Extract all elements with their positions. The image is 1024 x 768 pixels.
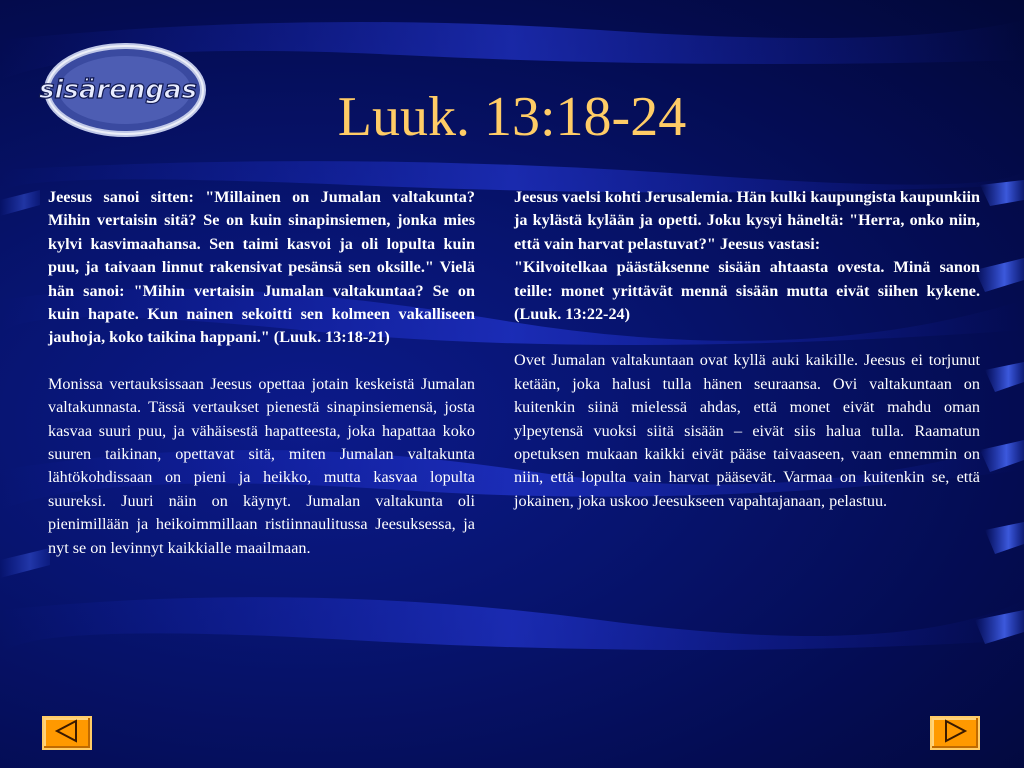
slide-title: Luuk. 13:18-24: [337, 86, 687, 148]
triangle-left-icon: [52, 718, 82, 744]
left-column: [48, 186, 475, 583]
scripture-quote: "Kilvoitelkaa päästäksenne sisään ahtaasta ovesta. Minä sanon teille: monet yrittävät mennä sisään mutta eivät siihen kykene. (Luuk. 13:22-24): [514, 258, 980, 324]
scripture-quote: Jeesus sanoi sitten: "Millainen on Jumalan valtakunta? Mihin vertaisin sitä? Se on kuin sinapinsiemen, jonka mies kylvi kasvimaahansa. Sen taimi kasvoi ja oli lopulta kuin puu, ja taivaan linnut rakensivat pesänsä sen oksille." Vielä hän sanoi: "Mihin vertaisin Jumalan valtakuntaa? Se on kuin hapate. Kun nainen sekoitti sen kolmeen vakalliseen jauhoja, koko taikina happani." (Luuk. 13:18-21): [48, 188, 475, 347]
triangle-right-icon: [940, 718, 970, 744]
right-column: [514, 186, 980, 536]
svg-text:sisärengas: sisärengas: [38, 75, 198, 105]
commentary-paragraph: Ovet Jumalan valtakuntaan ovat kyllä auki kaikille. Jeesus ei torjunut ketään, joka halusi tulla hänen seuraansa. Ovi valtakuntaan on kuitenkin siinä mielessä ahdas, että monet eivät mahdu oman ylpeytensä vuoksi siitä sisään – eivät siis halua tulla. Raamatun opetuksen mukaan kaikki eivät pääse taivaaseen, vaan ennemmin on niin, että lopulta vain harvat pääsevät. Varmaa on kuitenkin se, että jokainen, joka uskoo Jeesukseen vapahtajanaan, pelastuu.: [514, 351, 980, 510]
commentary-paragraph: Monissa vertauksissaan Jeesus opettaa jotain keskeistä Jumalan valtakunnasta. Tässä vertaukset pienestä sinapinsiemensä, josta kasvaa suuri puu, ja vähäisestä hapatteesta, joka hapattaa koko suuren taikinan, opettavat sitä, miten Jumalan valtakunta lähtökohdissaan on pieni ja heikko, mutta kasvaa lopulta suureksi. Juuri näin on käynyt. Jumalan valtakunta oli pienimillään ja heikoimmillaan ristiinnaulitussa Jeesuksessa, ja nyt se on levinnyt kaikkialle maailmaan.: [48, 374, 475, 557]
scripture-intro: Jeesus vaelsi kohti Jerusalemia. Hän kulki kaupungista kaupunkiin ja kylästä kylään ja opetti. Joku kysyi häneltä: "Herra, onko niin, että vain harvat pelastuvat?" Jeesus vastasi:: [514, 188, 980, 253]
previous-slide-button[interactable]: [42, 716, 92, 750]
next-slide-button[interactable]: [930, 716, 980, 750]
